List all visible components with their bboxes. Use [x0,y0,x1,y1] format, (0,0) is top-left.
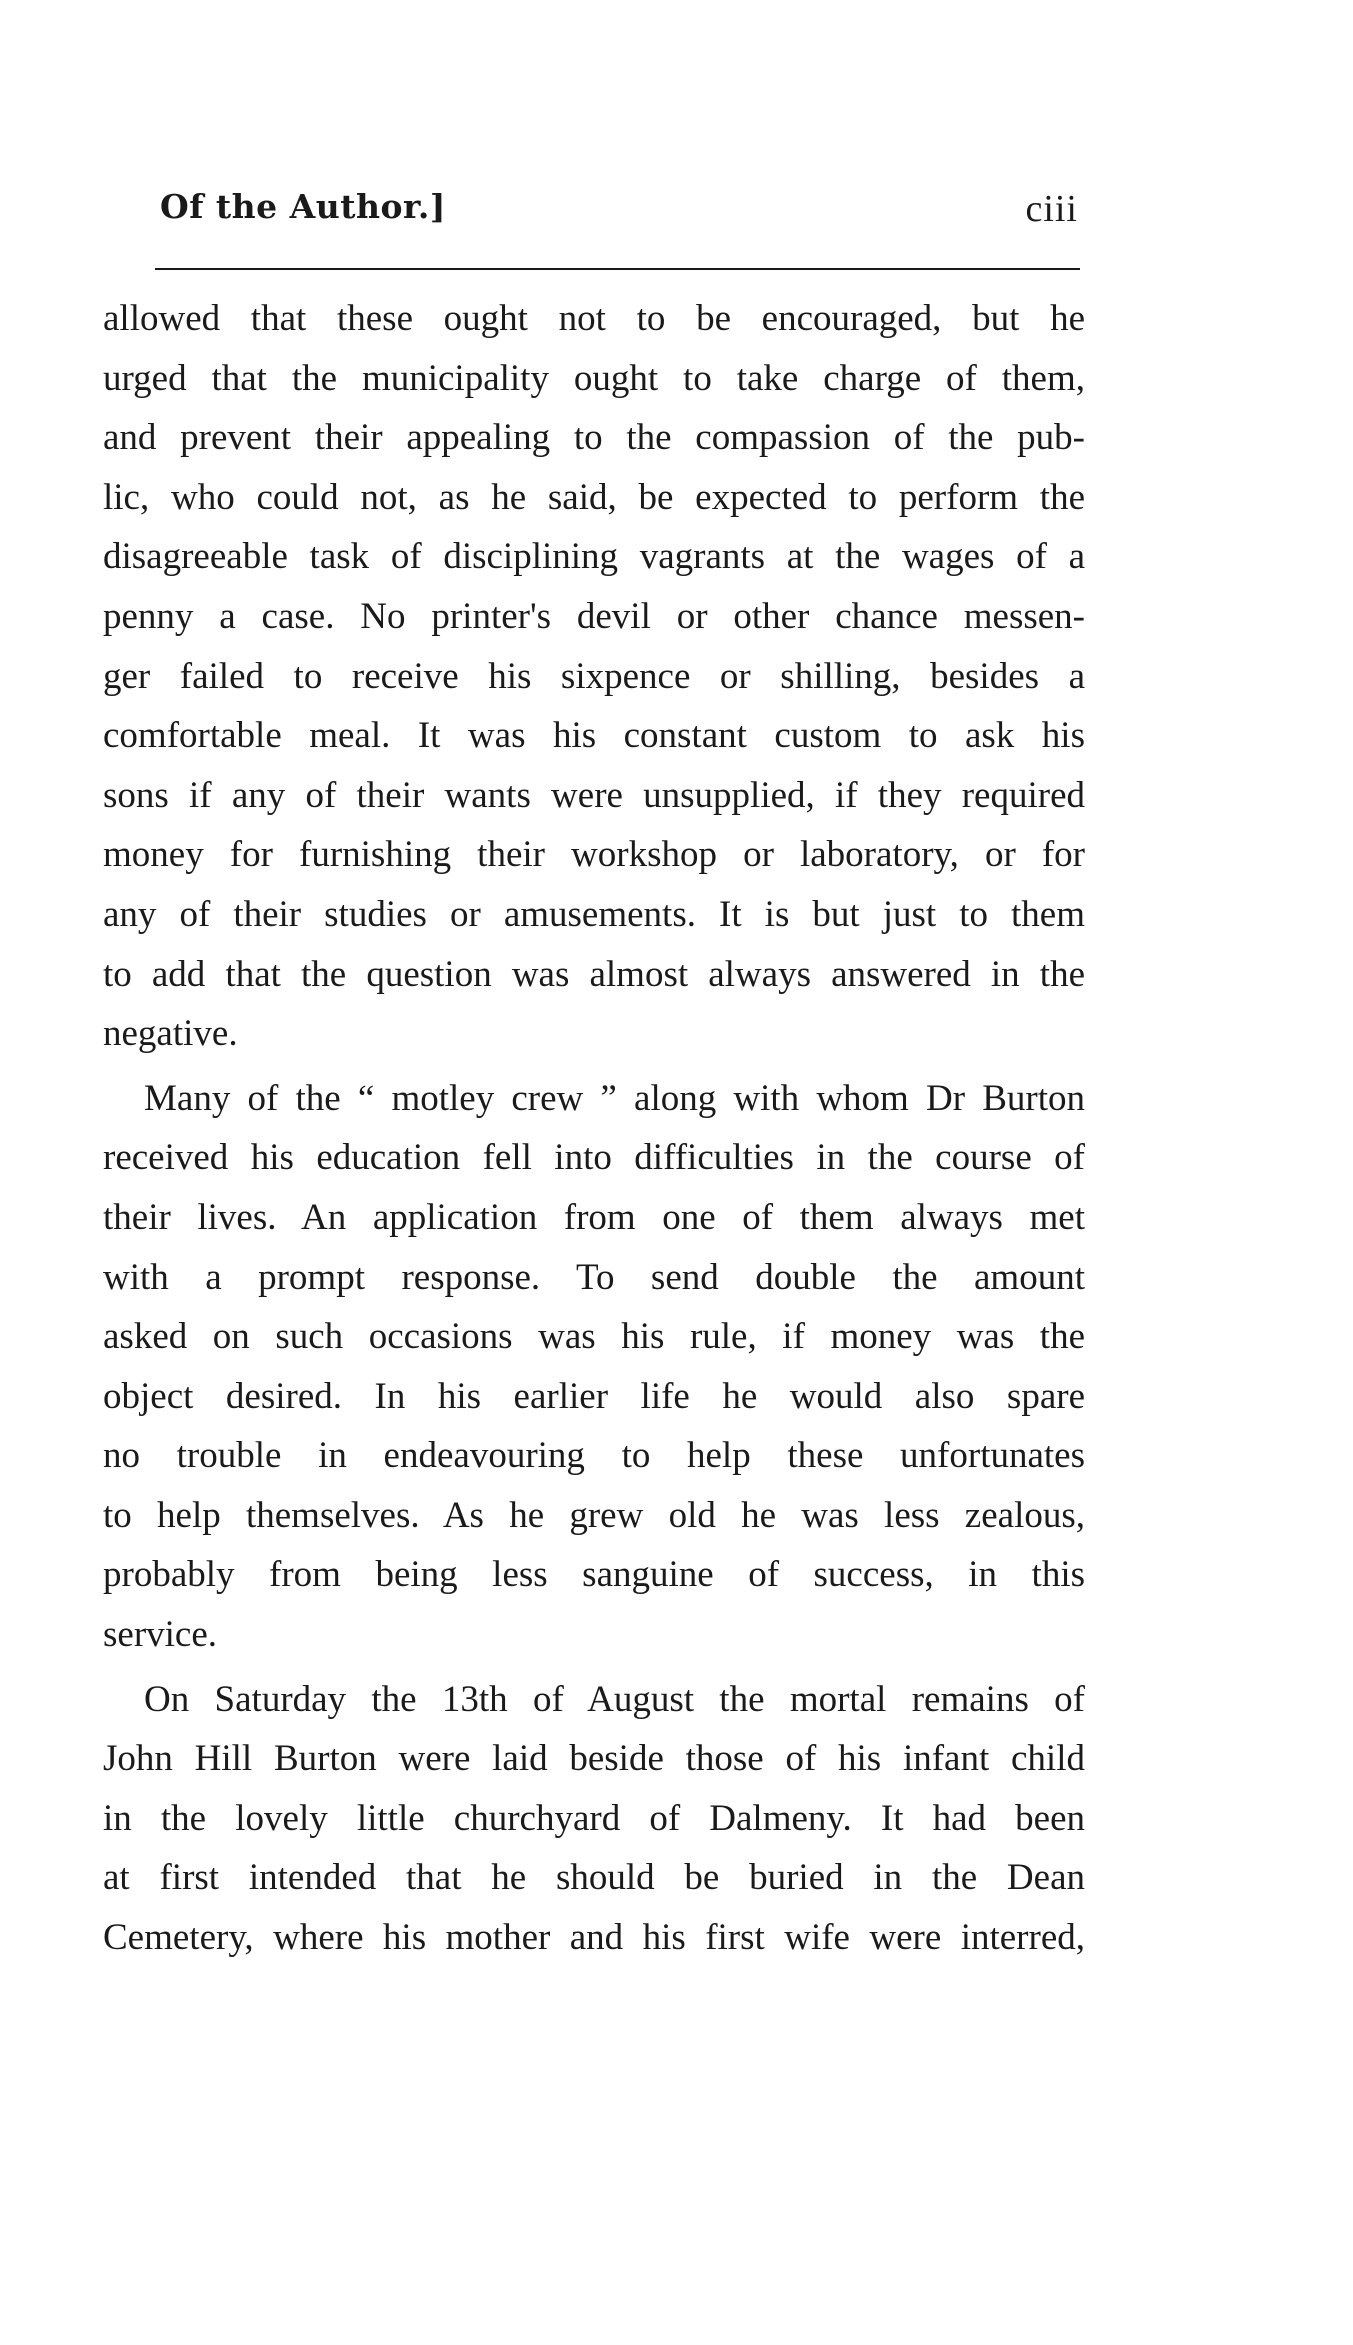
text-line: any of their studies or amusements. It is but just to them [103,893,1085,935]
text-line: and prevent their appealing to the compassion of the pub- [103,417,1085,459]
paragraph-2 [103,1069,1085,1665]
text-line: Many of the “ motley crew ” along with whom Dr Burton [144,1077,1085,1119]
text-line: service. [103,1614,218,1656]
text-line: On Saturday the 13th of August the mortal remains of [144,1678,1085,1720]
page-header [0,0,1353,250]
text-line: John Hill Burton were laid beside those of his infant child [103,1738,1085,1780]
running-head: Of the Author.] [160,187,446,226]
text-line: in the lovely little churchyard of Dalmeny. It had been [103,1797,1085,1839]
text-line: disagreeable task of disciplining vagrants at the wages of a [103,536,1085,578]
text-line: sons if any of their wants were unsupplied, if they required [103,774,1085,816]
paragraph-1 [103,289,1085,1064]
text-line: no trouble in endeavouring to help these unfortunates [103,1435,1085,1477]
text-line: their lives. An application from one of them always met [103,1196,1085,1238]
paragraph-3 [103,1670,1085,1968]
text-line: negative. [103,1013,238,1055]
text-line: at first intended that he should be buried in the Dean [103,1857,1085,1899]
text-line: urged that the municipality ought to take charge of them, [103,357,1085,399]
text-line: probably from being less sanguine of success, in this [103,1554,1085,1596]
text-line: with a prompt response. To send double the amount [103,1256,1085,1298]
body-text [103,289,1085,1973]
text-line: asked on such occasions was his rule, if money was the [103,1316,1085,1358]
text-line: to help themselves. As he grew old he was less zealous, [103,1494,1085,1536]
text-line: allowed that these ought not to be encouraged, but he [103,298,1085,339]
text-line: ger failed to receive his sixpence or shilling, besides a [103,655,1085,697]
text-line: money for furnishing their workshop or laboratory, or for [103,834,1085,876]
text-line: penny a case. No printer's devil or other chance messen- [103,595,1085,637]
text-line: object desired. In his earlier life he would also spare [103,1375,1085,1417]
text-line: lic, who could not, as he said, be expected to perform the [103,476,1085,518]
text-line: received his education fell into difficulties in the course of [103,1137,1085,1179]
page-number: ciii [1025,188,1078,230]
text-line: to add that the question was almost always answered in the [103,953,1085,995]
text-line: comfortable meal. It was his constant custom to ask his [103,715,1085,757]
header-rule [155,268,1080,270]
text-line: Cemetery, where his mother and his first wife were interred, [103,1917,1085,1959]
